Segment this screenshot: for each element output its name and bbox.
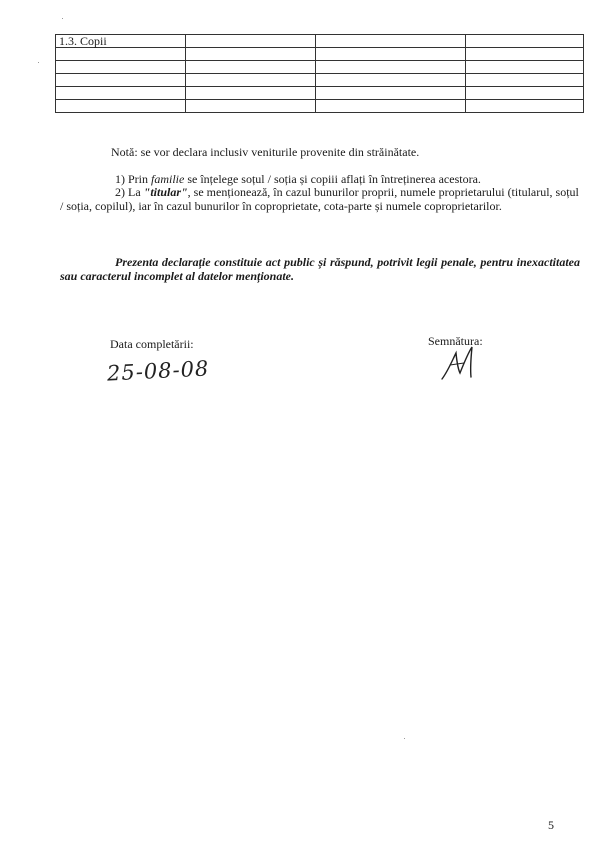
- footnote-1: [115, 172, 481, 186]
- footnote-1-term: familie: [151, 172, 185, 186]
- table-row: [56, 61, 584, 74]
- footnote-2: [60, 185, 580, 213]
- signature-icon: [440, 343, 480, 383]
- table-row: [56, 35, 584, 48]
- footnote-2-prefix: 2) La: [115, 185, 144, 199]
- footnote-1-text: se înțelege soțul / soția și copiii aflați în întreținerea acestora.: [184, 172, 481, 186]
- table-cell: [466, 35, 584, 48]
- scan-speck: [38, 62, 39, 63]
- table-row: [56, 100, 584, 113]
- table-row: [56, 74, 584, 87]
- table-row: [56, 48, 584, 61]
- foreign-income-note: Notă: se vor declara inclusiv veniturile provenite din străinătate.: [111, 145, 420, 159]
- footnote-2-text: , se menționează, în cazul bunurilor proprii, numele proprietarului (titularul, soțul / soția, copilul), iar în cazul bunurilor în coproprietate, cota-parte și numele coproprietarilor.: [60, 185, 579, 213]
- scan-speck: [62, 18, 63, 19]
- date-label: Data completării:: [110, 337, 194, 351]
- footnote-2-term: "titular": [143, 185, 188, 199]
- handwritten-date: 25-08-08: [106, 356, 210, 386]
- signature-label: Semnătura:: [428, 334, 483, 348]
- footnote-1-prefix: 1) Prin: [115, 172, 151, 186]
- scan-speck: [404, 738, 405, 739]
- page-number: 5: [548, 818, 554, 832]
- table-cell: [186, 35, 316, 48]
- children-income-table: [55, 34, 584, 113]
- table-row: [56, 87, 584, 100]
- table-cell: [316, 35, 466, 48]
- legal-declaration: Prezenta declarație constituie act public și răspund, potrivit legii penale, pentru inexactitatea sau caracterul incomplet al datelor menționate.: [60, 255, 580, 283]
- row-label-cell: 1.3. Copii: [56, 35, 186, 48]
